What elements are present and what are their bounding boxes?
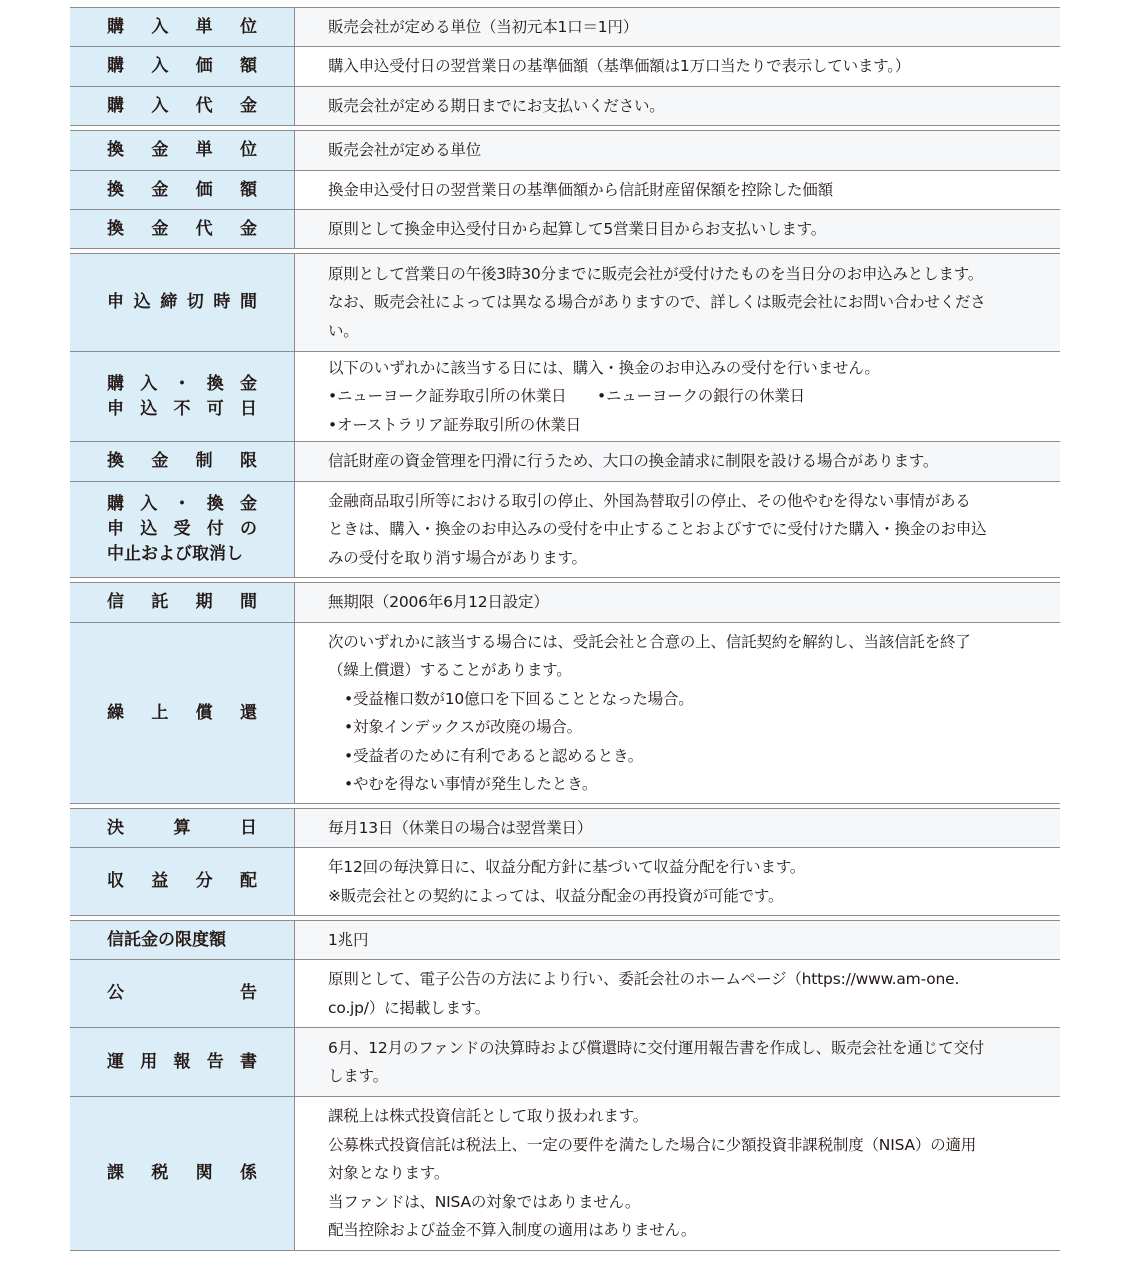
value-line: 換金申込受付日の翌営業日の基準価額から信託財産留保額を控除した価額 xyxy=(328,180,833,199)
table-row xyxy=(70,352,1060,442)
table-row xyxy=(70,131,1060,171)
row-value-cell xyxy=(295,131,1060,170)
row-label: 申 込 締 切 時 間 xyxy=(107,292,257,312)
value-line: 年12回の毎決算日に、収益分配方針に基づいて収益分配を行います。 xyxy=(328,858,806,876)
row-value-cell xyxy=(295,442,1060,481)
value-line: （繰上償還）することがあります。 xyxy=(328,661,572,679)
row-value-cell xyxy=(295,210,1060,248)
row-value-cell xyxy=(295,623,1060,803)
row-value-cell xyxy=(295,921,1060,959)
row-label-cell xyxy=(70,254,295,351)
row-value-cell xyxy=(295,1028,1060,1096)
row-label-cell xyxy=(70,47,295,86)
row-label: 決 算 日 xyxy=(107,817,257,838)
value-line: 無期限（2006年6月12日設定） xyxy=(328,593,549,612)
row-label: 申 込 不 可 日 xyxy=(107,398,257,419)
row-label: 公 告 xyxy=(107,983,257,1003)
row-label-cell xyxy=(70,352,295,441)
value-line: 金融商品取引所等における取引の停止、外国為替取引の停止、その他やむを得ない事情がある xyxy=(328,491,971,510)
row-label-cell xyxy=(70,8,295,46)
row-label-cell xyxy=(70,583,295,622)
table-row xyxy=(70,482,1060,578)
table-section xyxy=(70,253,1060,578)
row-label-cell xyxy=(70,848,295,915)
value-line: 次のいずれかに該当する場合には、受託会社と合意の上、信託契約を解約し、当該信託を終了 xyxy=(328,632,971,651)
value-line: みの受付を取り消す場合があります。 xyxy=(328,548,587,567)
row-label: 申 込 受 付 の xyxy=(107,519,257,539)
table-row xyxy=(70,47,1060,87)
row-value-cell xyxy=(295,47,1060,86)
table-row xyxy=(70,1028,1060,1097)
row-label: 購 入 ・ 換 金 xyxy=(107,494,257,514)
value-line: 販売会社が定める単位（当初元本1口＝1円） xyxy=(328,17,639,36)
row-label-cell xyxy=(70,131,295,170)
row-label: 中止および取消し xyxy=(107,544,243,564)
value-line: •オーストラリア証券取引所の休業日 xyxy=(328,415,581,434)
row-label: 購 入 ・ 換 金 xyxy=(107,373,257,394)
value-line: 原則として、電子公告の方法により行い、委託会社のホームページ（https://www.am-one. xyxy=(328,970,960,988)
table-section xyxy=(70,582,1060,804)
row-value-cell xyxy=(295,809,1060,847)
row-label: 信 託 期 間 xyxy=(107,592,257,612)
value-line: 課税上は株式投資信託として取り扱われます。 xyxy=(328,1107,649,1126)
row-label: 収 益 分 配 xyxy=(107,871,257,891)
table-row xyxy=(70,960,1060,1028)
value-line: 配当控除および益金不算入制度の適用はありません。 xyxy=(328,1221,697,1240)
row-value-cell xyxy=(295,87,1060,125)
table-row xyxy=(70,921,1060,960)
value-line: ときは、購入・換金のお申込みの受付を中止することおよびすでに受付けた購入・換金のお申込 xyxy=(328,520,987,539)
table-row xyxy=(70,1097,1060,1251)
value-line: い。 xyxy=(328,321,359,340)
row-value-cell xyxy=(295,8,1060,46)
row-label-cell xyxy=(70,1028,295,1096)
row-label-cell xyxy=(70,921,295,959)
row-value-cell xyxy=(295,171,1060,209)
row-label: 換 金 価 額 xyxy=(107,179,257,200)
value-line: •ニューヨーク証券取引所の休業日 •ニューヨークの銀行の休業日 xyxy=(328,387,805,406)
row-label: 購 入 価 額 xyxy=(107,56,257,76)
row-label: 信託金の限度額 xyxy=(107,929,226,950)
table-row xyxy=(70,809,1060,848)
table-row xyxy=(70,583,1060,623)
row-label-cell xyxy=(70,482,295,577)
row-value-cell xyxy=(295,848,1060,915)
table-section xyxy=(70,920,1060,1251)
value-line: 毎月13日（休業日の場合は翌営業日） xyxy=(328,818,593,837)
row-label-cell xyxy=(70,87,295,125)
table-row xyxy=(70,254,1060,352)
row-label-cell xyxy=(70,623,295,803)
table-row xyxy=(70,210,1060,249)
fund-terms-table xyxy=(70,7,1060,1251)
value-line: •受益権口数が10億口を下回ることとなった場合。 xyxy=(344,689,694,708)
table-section xyxy=(70,130,1060,249)
value-line: 1兆円 xyxy=(328,930,369,949)
row-label-cell xyxy=(70,1097,295,1250)
row-label-cell xyxy=(70,960,295,1027)
row-value-cell xyxy=(295,352,1060,441)
table-row xyxy=(70,442,1060,482)
table-row xyxy=(70,87,1060,126)
value-line: 当ファンドは、NISAの対象ではありません。 xyxy=(328,1192,641,1211)
value-line: します。 xyxy=(328,1067,388,1085)
row-label-cell xyxy=(70,210,295,248)
value-line: •対象インデックスが改廃の場合。 xyxy=(344,718,582,736)
value-line: 原則として営業日の午後3時30分までに販売会社が受付けたものを当日分のお申込みとします。 xyxy=(328,264,984,283)
row-label: 換 金 代 金 xyxy=(107,218,257,239)
row-label: 購 入 代 金 xyxy=(107,95,257,116)
row-label-cell xyxy=(70,442,295,481)
table-section xyxy=(70,808,1060,916)
table-row xyxy=(70,848,1060,916)
row-label: 運 用 報 告 書 xyxy=(107,1051,257,1072)
value-line: •やむを得ない事情が発生したとき。 xyxy=(344,775,598,793)
value-line: 販売会社が定める期日までにお支払いください。 xyxy=(328,96,665,115)
row-value-cell xyxy=(295,583,1060,622)
value-line: •受益者のために有利であると認めるとき。 xyxy=(344,746,644,765)
row-label: 購 入 単 位 xyxy=(107,16,257,37)
table-section xyxy=(70,7,1060,126)
value-line: co.jp/）に掲載します。 xyxy=(328,998,490,1017)
table-row xyxy=(70,623,1060,804)
row-value-cell xyxy=(295,1097,1060,1250)
value-line: 公募株式投資信託は税法上、一定の要件を満たした場合に少額投資非課税制度（NISA）の適用 xyxy=(328,1135,977,1154)
table-row xyxy=(70,8,1060,47)
row-label: 課 税 関 係 xyxy=(107,1163,257,1183)
row-label-cell xyxy=(70,809,295,847)
row-label-cell xyxy=(70,171,295,209)
row-label: 繰 上 償 還 xyxy=(107,702,257,723)
row-value-cell xyxy=(295,254,1060,351)
value-line: 原則として換金申込受付日から起算して5営業日目からお支払いします。 xyxy=(328,219,827,238)
value-line: 信託財産の資金管理を円滑に行うため、大口の換金請求に制限を設ける場合があります。 xyxy=(328,452,939,471)
value-line: 以下のいずれかに該当する日には、購入・換金のお申込みの受付を行いません。 xyxy=(328,358,880,377)
row-value-cell xyxy=(295,482,1060,577)
value-line: 販売会社が定める単位 xyxy=(328,141,482,160)
row-value-cell xyxy=(295,960,1060,1027)
row-label: 換 金 制 限 xyxy=(107,451,257,471)
value-line: 対象となります。 xyxy=(328,1164,450,1183)
value-line: なお、販売会社によっては異なる場合がありますので、詳しくは販売会社にお問い合わせくださ xyxy=(328,293,986,312)
value-line: 6月、12月のファンドの決算時および償還時に交付運用報告書を作成し、販売会社を通じて交付 xyxy=(328,1038,984,1057)
value-line: 購入申込受付日の翌営業日の基準価額（基準価額は1万口当たりで表示しています。） xyxy=(328,57,911,76)
value-line: ※販売会社との契約によっては、収益分配金の再投資が可能です。 xyxy=(328,886,784,905)
row-label: 換 金 単 位 xyxy=(107,140,257,160)
table-row xyxy=(70,171,1060,210)
